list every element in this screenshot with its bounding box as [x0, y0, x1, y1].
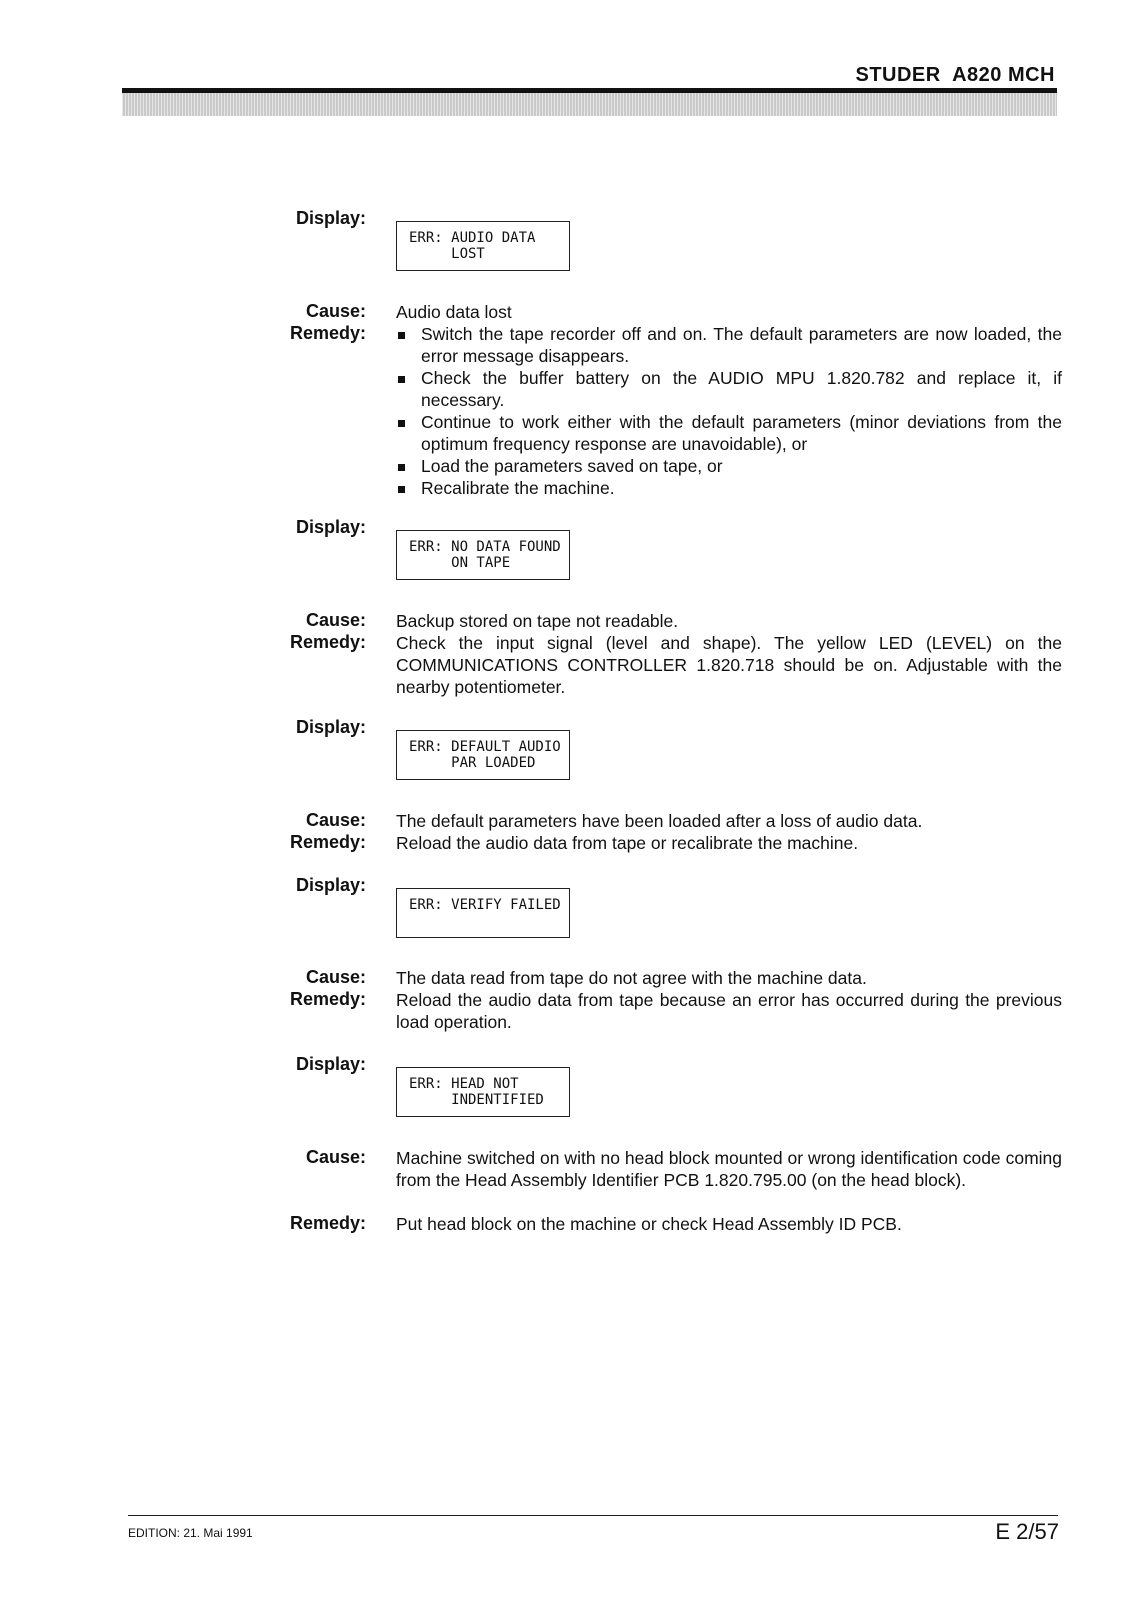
cause-label: Cause:	[305, 967, 366, 987]
footer-rule	[128, 1515, 1058, 1516]
cause-label: Cause:	[305, 610, 366, 630]
lcd-line-2: LOST	[409, 246, 485, 262]
remedy-text: Reload the audio data from tape or recalibrate the machine.	[396, 833, 859, 853]
lcd-line-2: INDENTIFIED	[409, 1092, 544, 1108]
lcd-line-1: ERR: VERIFY FAILED	[409, 897, 561, 913]
lcd-display	[396, 530, 570, 580]
edition-date: EDITION: 21. Mai 1991	[128, 1526, 253, 1540]
lcd-line-1: ERR: DEFAULT AUDIO	[409, 739, 561, 755]
remedy-list	[396, 323, 1062, 499]
header-rule	[122, 88, 1057, 116]
display-label: Display:	[295, 717, 366, 737]
cause-label: Cause:	[305, 1147, 366, 1167]
remedy-list-item: Load the parameters saved on tape, or	[396, 455, 1062, 477]
display-label: Display:	[295, 1054, 366, 1074]
remedy-text: Reload the audio data from tape because an error has occurred during the previous load operation.	[396, 990, 1062, 1032]
remedy-list-item: Check the buffer battery on the AUDIO MPU 1.820.782 and replace it, if necessary.	[396, 367, 1062, 411]
cause-text: Machine switched on with no head block mounted or wrong identification code coming from the Head Assembly Identifier PCB 1.820.795.00 (on the head block).	[396, 1148, 1062, 1190]
cause-label: Cause:	[305, 301, 366, 321]
remedy-text: Check the input signal (level and shape). The yellow LED (LEVEL) on the COMMUNICATIONS CONTROLLER 1.820.718 should be on. Adjustable with the nearby potentiometer.	[396, 633, 1062, 697]
remedy-label: Remedy:	[289, 989, 366, 1009]
lcd-display	[396, 1067, 570, 1117]
cause-text: The default parameters have been loaded after a loss of audio data.	[396, 811, 923, 831]
remedy-label: Remedy:	[289, 632, 366, 652]
lcd-display	[396, 888, 570, 938]
document-header-title: STUDER A820 MCH	[855, 64, 1055, 86]
cause-text: Backup stored on tape not readable.	[396, 611, 679, 631]
cause-text: The data read from tape do not agree with the machine data.	[396, 968, 867, 988]
lcd-display	[396, 221, 570, 271]
remedy-label: Remedy:	[289, 1213, 366, 1233]
remedy-list-item: Recalibrate the machine.	[396, 477, 1062, 499]
cause-text: Audio data lost	[396, 302, 512, 322]
remedy-label: Remedy:	[289, 323, 366, 343]
display-label: Display:	[295, 208, 366, 228]
display-label: Display:	[295, 875, 366, 895]
remedy-list-item: Continue to work either with the default parameters (minor deviations from the optimum frequency response are unavoidable), or	[396, 411, 1062, 455]
remedy-list-item: Switch the tape recorder off and on. The default parameters are now loaded, the error message disappears.	[396, 323, 1062, 367]
lcd-line-2: PAR LOADED	[409, 755, 536, 771]
cause-label: Cause:	[305, 810, 366, 830]
lcd-line-1: ERR: NO DATA FOUND	[409, 539, 561, 555]
lcd-line-2: ON TAPE	[409, 555, 511, 571]
remedy-label: Remedy:	[289, 832, 366, 852]
remedy-text: Put head block on the machine or check Head Assembly ID PCB.	[396, 1214, 902, 1234]
lcd-display	[396, 730, 570, 780]
lcd-line-1: ERR: HEAD NOT	[409, 1076, 519, 1092]
page-number: E 2/57	[995, 1519, 1059, 1544]
lcd-line-1: ERR: AUDIO DATA	[409, 230, 536, 246]
display-label: Display:	[295, 517, 366, 537]
